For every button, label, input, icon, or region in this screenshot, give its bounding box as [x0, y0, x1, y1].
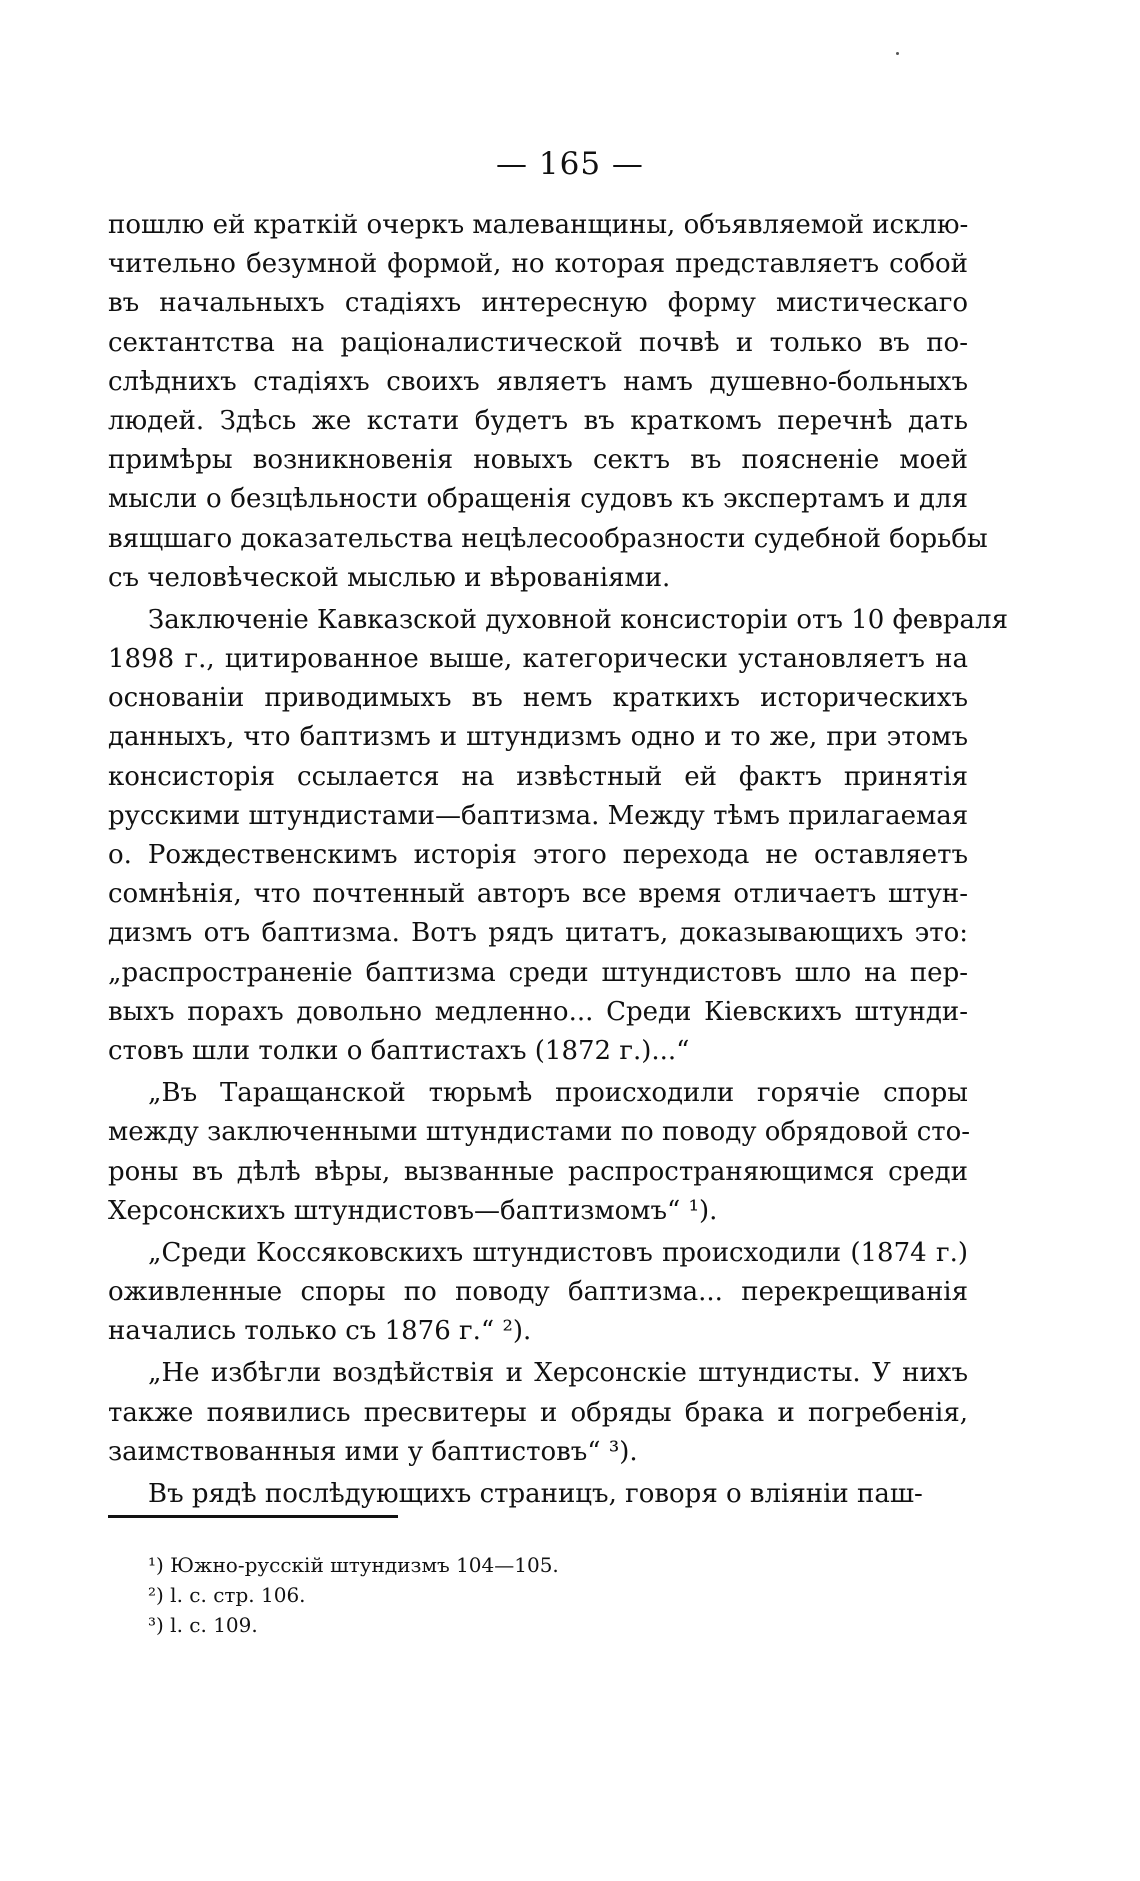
- text-line: „Въ Таращанской тюрьмѣ происходили горячіе споры: [148, 1078, 968, 1109]
- text-line: 1898 г., цитированное выше, категорически установляетъ на: [108, 644, 968, 675]
- speck-mark: [896, 52, 899, 55]
- page-number: — 165 —: [496, 146, 644, 182]
- text-line: людей. Здѣсь же кстати будетъ въ краткомъ перечнѣ дать: [108, 405, 968, 436]
- paragraph: [108, 601, 1008, 1071]
- text-line: сектантства на раціоналистической почвѣ и только въ по-: [108, 327, 968, 358]
- footnote: ²) l. c. стр. 106.: [148, 1583, 306, 1607]
- text-line: заимствованныя ими у баптистовъ“ ³).: [108, 1436, 638, 1467]
- footnotes: [148, 1550, 559, 1640]
- text-line: въ начальныхъ стадіяхъ интересную форму мистическаго: [108, 288, 968, 319]
- paragraph: [108, 1354, 968, 1472]
- text-line: съ человѣческой мыслью и вѣрованіями.: [108, 562, 671, 593]
- text-line: „распространеніе баптизма среди штундистовъ шло на пер-: [108, 957, 968, 988]
- text-line: о. Рождественскимъ исторія этого перехода не оставляетъ: [108, 840, 968, 870]
- text-line: мысли о безцѣльности обращенія судовъ къ экспертамъ и для: [108, 484, 968, 515]
- text-line: оживленные споры по поводу баптизма... перекрещиванія: [108, 1277, 968, 1308]
- text-line: Херсонскихъ штундистовъ—баптизмомъ“ ¹).: [108, 1195, 718, 1226]
- text-line: начались только съ 1876 г.“ ²).: [108, 1316, 532, 1347]
- text-line: „Не избѣгли воздѣйствія и Херсонскіе штундисты. У нихъ: [148, 1358, 968, 1389]
- paragraph: [108, 1074, 971, 1231]
- main-text: [108, 206, 1008, 1517]
- text-line: также появились пресвитеры и обряды брака и погребенія,: [108, 1397, 968, 1428]
- footnote-separator: [108, 1515, 398, 1518]
- text-line: стовъ шли толки о баптистахъ (1872 г.)...“: [108, 1035, 690, 1066]
- text-line: чительно безумной формой, но которая представляетъ собой: [108, 249, 968, 280]
- text-line: дизмъ отъ баптизма. Вотъ рядъ цитатъ, доказывающихъ это:: [108, 918, 968, 949]
- text-line: выхъ порахъ довольно медленно... Среди Кіевскихъ штунди-: [108, 996, 968, 1027]
- text-line: консисторія ссылается на извѣстный ей фактъ принятія: [108, 761, 968, 792]
- text-line: вящшаго доказательства нецѣлесообразности судебной борьбы: [108, 523, 988, 554]
- text-line: „Среди Коссяковскихъ штундистовъ происходили (1874 г.): [148, 1237, 968, 1268]
- footnote: ¹) Южно-русскій штундизмъ 104—105.: [148, 1553, 559, 1577]
- text-line: сомнѣнія, что почтенный авторъ все время отличаетъ штун-: [108, 879, 968, 910]
- text-line: данныхъ, что баптизмъ и штундизмъ одно и то же, при этомъ: [108, 722, 968, 753]
- text-line: роны въ дѣлѣ вѣры, вызванные распространяющимся среди: [108, 1156, 968, 1187]
- paragraph: [108, 1475, 968, 1514]
- text-line: между заключенными штундистами по поводу обрядовой сто-: [108, 1117, 971, 1148]
- text-line: пошлю ей краткій очеркъ малеванщины, объявляемой исклю-: [108, 210, 969, 240]
- text-line: Заключеніе Кавказской духовной консисторіи отъ 10 февраля: [148, 604, 1008, 635]
- text-line: Въ рядѣ послѣдующихъ страницъ, говоря о вліяніи паш-: [148, 1479, 923, 1509]
- footnote: ³) l. c. 109.: [148, 1613, 258, 1637]
- text-line: примѣры возникновенія новыхъ сектъ въ поясненіе моей: [108, 445, 968, 476]
- paragraph: [108, 206, 988, 598]
- paragraph: [108, 1234, 968, 1352]
- text-line: слѣднихъ стадіяхъ своихъ являетъ намъ душевно-больныхъ: [108, 366, 968, 397]
- text-line: основаніи приводимыхъ въ немъ краткихъ историческихъ: [108, 683, 968, 714]
- text-line: русскими штундистами—баптизма. Между тѣмъ прилагаемая: [108, 800, 969, 831]
